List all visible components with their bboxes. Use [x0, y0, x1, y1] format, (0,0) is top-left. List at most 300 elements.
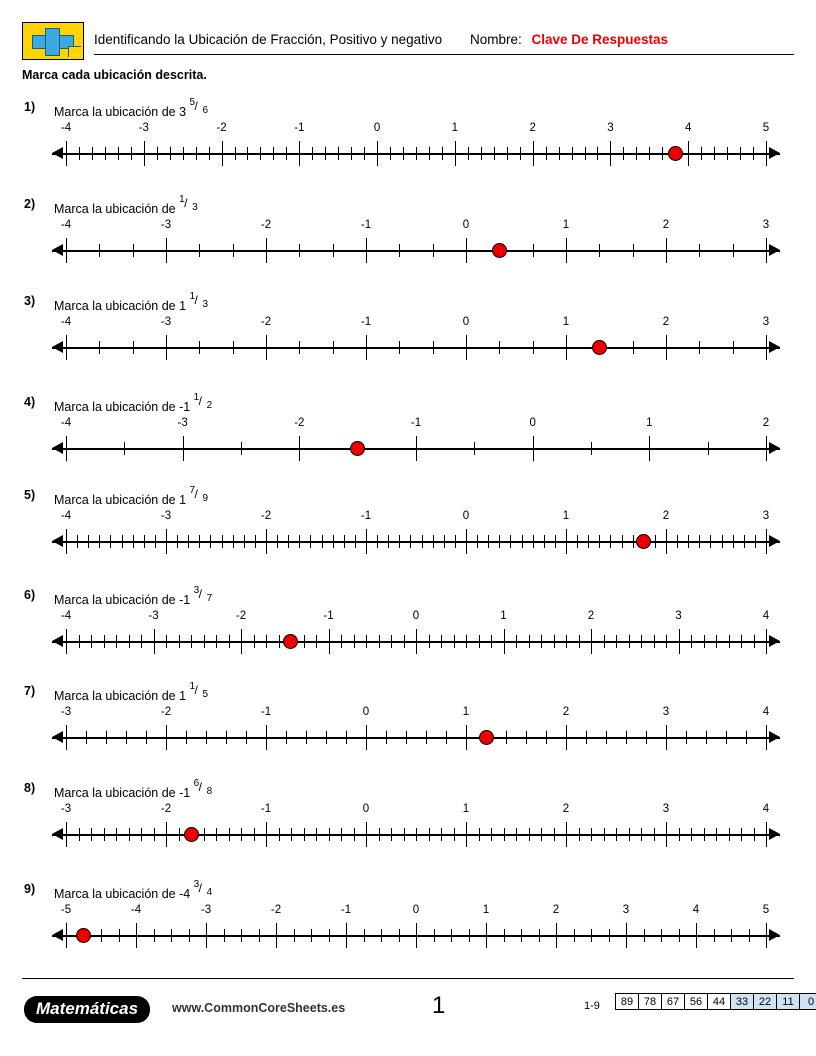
tick-label: 2: [662, 316, 670, 328]
tick-minor: [516, 635, 517, 648]
tick-minor: [599, 535, 600, 548]
tick-minor: [533, 244, 534, 257]
tick-minor: [521, 929, 522, 942]
tick-minor: [179, 828, 180, 841]
tick-major: [166, 529, 167, 554]
answer-point-marker: [76, 928, 91, 943]
tick-minor: [731, 929, 732, 942]
arrow-left-icon: [52, 442, 63, 454]
tick-label: 0: [529, 417, 536, 429]
tick-major: [766, 529, 767, 554]
tick-minor: [753, 147, 754, 160]
tick-minor: [641, 635, 642, 648]
tick-major: [166, 335, 167, 360]
tick-major: [366, 822, 367, 847]
instructions-text: Marca cada ubicación descrita.: [22, 68, 207, 82]
tick-minor: [399, 244, 400, 257]
fraction: [179, 194, 199, 213]
tick-label: 1: [462, 803, 470, 815]
tick-minor: [554, 828, 555, 841]
tick-major: [136, 923, 137, 948]
tick-major: [504, 629, 505, 654]
tick-minor: [541, 635, 542, 648]
tick-label: 3: [607, 122, 614, 134]
tick-minor: [141, 828, 142, 841]
score-box: 89: [615, 993, 639, 1010]
fraction-denominator: 9: [202, 493, 209, 504]
tick-major: [666, 725, 667, 750]
tick-minor: [388, 535, 389, 548]
tick-major: [266, 822, 267, 847]
tick-minor: [577, 535, 578, 548]
tick-minor: [391, 828, 392, 841]
tick-minor: [341, 828, 342, 841]
tick-minor: [714, 929, 715, 942]
tick-minor: [433, 341, 434, 354]
tick-minor: [133, 244, 134, 257]
arrow-right-icon: [769, 147, 780, 159]
problem-prompt: [54, 879, 214, 901]
fraction-denominator: 2: [206, 400, 213, 411]
tick-major: [566, 725, 567, 750]
tick-major: [466, 529, 467, 554]
tick-minor: [279, 828, 280, 841]
problem-prompt: [54, 585, 214, 607]
number-line: [52, 417, 780, 463]
tick-label: 1: [462, 706, 470, 718]
tick-minor: [455, 535, 456, 548]
tick-minor: [661, 929, 662, 942]
arrow-right-icon: [769, 828, 780, 840]
tick-minor: [216, 828, 217, 841]
problem-prompt: [54, 97, 210, 119]
tick-label: -4: [60, 122, 72, 134]
fraction-denominator: 5: [202, 689, 209, 700]
tick-minor: [379, 828, 380, 841]
tick-minor: [677, 535, 678, 548]
fraction: [189, 97, 210, 116]
tick-minor: [616, 828, 617, 841]
tick-label: -3: [60, 706, 72, 718]
problem-number: 6): [24, 588, 36, 602]
tick-major: [466, 335, 467, 360]
tick-major: [610, 141, 611, 166]
fraction: [189, 291, 210, 310]
tick-minor: [429, 635, 430, 648]
tick-major: [566, 529, 567, 554]
tick-minor: [133, 341, 134, 354]
fraction: [189, 485, 210, 504]
tick-minor: [479, 828, 480, 841]
tick-label: 1: [562, 510, 570, 522]
tick-minor: [733, 535, 734, 548]
tick-label: -4: [60, 219, 72, 231]
tick-label: 0: [362, 803, 370, 815]
score-box: 78: [638, 993, 662, 1010]
tick-minor: [491, 635, 492, 648]
tick-minor: [79, 828, 80, 841]
tick-major: [366, 725, 367, 750]
answer-point-marker: [492, 243, 507, 258]
tick-label: -2: [160, 706, 172, 718]
tick-minor: [254, 828, 255, 841]
tick-minor: [716, 635, 717, 648]
tick-label: -1: [360, 510, 372, 522]
tick-minor: [741, 635, 742, 648]
header-divider: [94, 54, 794, 55]
tick-minor: [291, 828, 292, 841]
tick-label: -1: [294, 122, 305, 134]
tick-minor: [141, 635, 142, 648]
tick-minor: [104, 635, 105, 648]
tick-minor: [491, 828, 492, 841]
tick-minor: [591, 828, 592, 841]
tick-minor: [510, 535, 511, 548]
fraction-slash: /: [194, 487, 198, 501]
tick-minor: [354, 828, 355, 841]
tick-minor: [277, 535, 278, 548]
fraction: [193, 879, 214, 898]
tick-minor: [222, 535, 223, 548]
tick-minor: [355, 535, 356, 548]
tick-label: 1: [562, 316, 570, 328]
tick-label: -4: [60, 510, 72, 522]
tick-minor: [451, 929, 452, 942]
tick-major: [183, 436, 184, 461]
score-scale: [616, 993, 816, 1010]
tick-label: 0: [462, 510, 470, 522]
tick-minor: [186, 731, 187, 744]
tick-label: -1: [260, 706, 272, 718]
tick-minor: [155, 535, 156, 548]
fraction-numerator: 6: [193, 778, 200, 789]
tick-minor: [199, 341, 200, 354]
tick-minor: [110, 535, 111, 548]
tick-minor: [726, 731, 727, 744]
title-row: [94, 32, 794, 47]
tick-major: [166, 725, 167, 750]
tick-major: [241, 629, 242, 654]
fraction-slash: /: [184, 196, 188, 210]
tick-minor: [699, 244, 700, 257]
logo-notch: [68, 46, 81, 57]
number-line-axis: [52, 347, 780, 349]
tick-minor: [520, 147, 521, 160]
tick-minor: [299, 341, 300, 354]
tick-label: -2: [260, 219, 272, 231]
logo-icon: [22, 22, 84, 60]
prompt-prefix: Marca la ubicación de 3: [54, 105, 190, 119]
arrow-right-icon: [769, 635, 780, 647]
tick-major: [566, 238, 567, 263]
number-line: [52, 219, 780, 265]
prompt-prefix: Marca la ubicación de -4: [54, 887, 194, 901]
tick-minor: [404, 635, 405, 648]
tick-label: 0: [462, 316, 470, 328]
tick-label: 0: [462, 219, 470, 231]
tick-minor: [119, 929, 120, 942]
tick-minor: [188, 535, 189, 548]
arrow-left-icon: [52, 929, 63, 941]
tick-major: [66, 629, 67, 654]
tick-minor: [754, 635, 755, 648]
tick-label: 2: [662, 510, 670, 522]
tick-major: [66, 725, 67, 750]
tick-minor: [86, 731, 87, 744]
answer-point-marker: [636, 534, 651, 549]
tick-major: [416, 629, 417, 654]
tick-minor: [226, 731, 227, 744]
tick-label: -1: [410, 417, 422, 429]
tick-minor: [104, 828, 105, 841]
tick-minor: [499, 535, 500, 548]
tick-minor: [507, 147, 508, 160]
tick-minor: [325, 147, 326, 160]
tick-minor: [529, 635, 530, 648]
tick-label: 0: [362, 706, 370, 718]
tick-minor: [266, 635, 267, 648]
problem-number: 4): [24, 395, 36, 409]
tick-major: [66, 822, 67, 847]
fraction-slash: /: [194, 99, 198, 113]
tick-minor: [351, 147, 352, 160]
tick-minor: [333, 244, 334, 257]
fraction-denominator: 6: [202, 105, 209, 116]
number-line-axis: [52, 737, 780, 739]
tick-minor: [504, 828, 505, 841]
tick-minor: [588, 535, 589, 548]
tick-label: 0: [412, 610, 420, 622]
tick-minor: [306, 731, 307, 744]
tick-minor: [655, 535, 656, 548]
prompt-prefix: Marca la ubicación de -1: [54, 400, 194, 414]
tick-minor: [229, 635, 230, 648]
tick-minor: [623, 147, 624, 160]
tick-major: [222, 141, 223, 166]
tick-minor: [91, 635, 92, 648]
tick-minor: [299, 535, 300, 548]
arrow-left-icon: [52, 535, 63, 547]
tick-minor: [244, 535, 245, 548]
tick-label: 2: [562, 803, 570, 815]
tick-minor: [740, 147, 741, 160]
tick-major: [266, 725, 267, 750]
arrow-left-icon: [52, 635, 63, 647]
tick-minor: [499, 341, 500, 354]
tick-minor: [99, 535, 100, 548]
tick-label: -4: [60, 316, 72, 328]
tick-label: -2: [235, 610, 247, 622]
tick-minor: [255, 535, 256, 548]
tick-minor: [344, 535, 345, 548]
tick-minor: [699, 535, 700, 548]
fraction-slash: /: [198, 780, 202, 794]
score-range-label: 1-9: [584, 1000, 600, 1012]
arrow-right-icon: [769, 929, 780, 941]
tick-label: 2: [562, 706, 570, 718]
tick-major: [666, 238, 667, 263]
tick-minor: [546, 731, 547, 744]
tick-minor: [714, 147, 715, 160]
tick-major: [766, 629, 767, 654]
prompt-prefix: Marca la ubicación de 1: [54, 493, 190, 507]
tick-minor: [606, 731, 607, 744]
tick-major: [66, 923, 67, 948]
tick-minor: [442, 147, 443, 160]
fraction-slash: /: [198, 394, 202, 408]
tick-label: 3: [762, 316, 770, 328]
tick-label: -4: [60, 417, 72, 429]
arrow-right-icon: [769, 341, 780, 353]
tick-major: [416, 923, 417, 948]
tick-minor: [539, 929, 540, 942]
tick-minor: [559, 147, 560, 160]
tick-minor: [506, 731, 507, 744]
tick-minor: [364, 929, 365, 942]
tick-label: 0: [373, 122, 381, 134]
tick-minor: [133, 535, 134, 548]
tick-minor: [662, 147, 663, 160]
tick-minor: [171, 929, 172, 942]
tick-minor: [716, 828, 717, 841]
tick-minor: [504, 929, 505, 942]
tick-minor: [304, 828, 305, 841]
arrow-right-icon: [769, 244, 780, 256]
tick-minor: [554, 635, 555, 648]
tick-minor: [633, 341, 634, 354]
tick-label: -1: [323, 610, 334, 622]
tick-minor: [579, 635, 580, 648]
tick-minor: [299, 244, 300, 257]
tick-minor: [629, 635, 630, 648]
tick-minor: [157, 147, 158, 160]
tick-minor: [105, 147, 106, 160]
tick-minor: [733, 341, 734, 354]
tick-label: 4: [692, 904, 700, 916]
tick-label: 1: [451, 122, 459, 134]
tick-minor: [541, 828, 542, 841]
tick-minor: [597, 147, 598, 160]
tick-major: [366, 335, 367, 360]
tick-minor: [235, 147, 236, 160]
tick-minor: [204, 828, 205, 841]
answer-point-marker: [184, 827, 199, 842]
tick-minor: [708, 442, 709, 455]
tick-minor: [99, 244, 100, 257]
tick-major: [455, 141, 456, 166]
tick-minor: [399, 535, 400, 548]
tick-minor: [199, 535, 200, 548]
tick-minor: [91, 828, 92, 841]
tick-minor: [404, 828, 405, 841]
tick-minor: [454, 635, 455, 648]
tick-minor: [704, 828, 705, 841]
tick-label: 2: [529, 122, 536, 134]
tick-minor: [246, 731, 247, 744]
tick-minor: [599, 244, 600, 257]
tick-minor: [649, 147, 650, 160]
tick-minor: [666, 635, 667, 648]
tick-major: [366, 238, 367, 263]
tick-minor: [488, 535, 489, 548]
tick-major: [666, 822, 667, 847]
tick-major: [266, 335, 267, 360]
tick-minor: [118, 147, 119, 160]
tick-minor: [233, 535, 234, 548]
tick-label: -3: [138, 122, 149, 134]
tick-label: 2: [587, 610, 595, 622]
problem-number: 7): [24, 684, 36, 698]
tick-minor: [399, 929, 400, 942]
footer-divider: [22, 978, 794, 979]
tick-major: [466, 238, 467, 263]
tick-minor: [746, 731, 747, 744]
tick-minor: [533, 535, 534, 548]
problem-prompt: [54, 778, 214, 800]
tick-minor: [166, 635, 167, 648]
tick-minor: [441, 828, 442, 841]
tick-minor: [286, 147, 287, 160]
tick-minor: [129, 828, 130, 841]
arrow-right-icon: [769, 535, 780, 547]
tick-major: [329, 629, 330, 654]
tick-major: [696, 923, 697, 948]
number-line-axis: [52, 541, 780, 543]
tick-major: [266, 529, 267, 554]
logo-cross-vertical: [45, 28, 60, 56]
tick-minor: [544, 535, 545, 548]
arrow-right-icon: [769, 731, 780, 743]
tick-minor: [311, 929, 312, 942]
tick-minor: [241, 828, 242, 841]
fraction-numerator: 3: [193, 585, 200, 596]
tick-minor: [604, 828, 605, 841]
tick-minor: [129, 635, 130, 648]
tick-minor: [206, 731, 207, 744]
number-line: [52, 316, 780, 362]
tick-minor: [101, 929, 102, 942]
tick-minor: [254, 635, 255, 648]
page-header: [22, 22, 794, 64]
tick-minor: [629, 828, 630, 841]
tick-minor: [366, 635, 367, 648]
tick-minor: [329, 828, 330, 841]
tick-label: -1: [340, 904, 352, 916]
tick-minor: [477, 535, 478, 548]
tick-minor: [516, 828, 517, 841]
tick-label: -3: [200, 904, 212, 916]
tick-minor: [229, 828, 230, 841]
tick-label: 0: [412, 904, 420, 916]
tick-minor: [410, 535, 411, 548]
tick-minor: [686, 731, 687, 744]
tick-minor: [354, 635, 355, 648]
tick-major: [377, 141, 378, 166]
tick-minor: [154, 828, 155, 841]
fraction-slash: /: [198, 587, 202, 601]
number-line: [52, 706, 780, 752]
answer-key-badge: Clave De Respuestas: [531, 32, 669, 47]
tick-minor: [706, 731, 707, 744]
tick-label: -1: [360, 219, 372, 231]
tick-minor: [241, 929, 242, 942]
tick-major: [366, 529, 367, 554]
tick-minor: [754, 828, 755, 841]
tick-label: 1: [646, 417, 653, 429]
tick-label: 3: [762, 219, 770, 231]
fraction-numerator: 1: [179, 194, 185, 205]
tick-minor: [422, 535, 423, 548]
